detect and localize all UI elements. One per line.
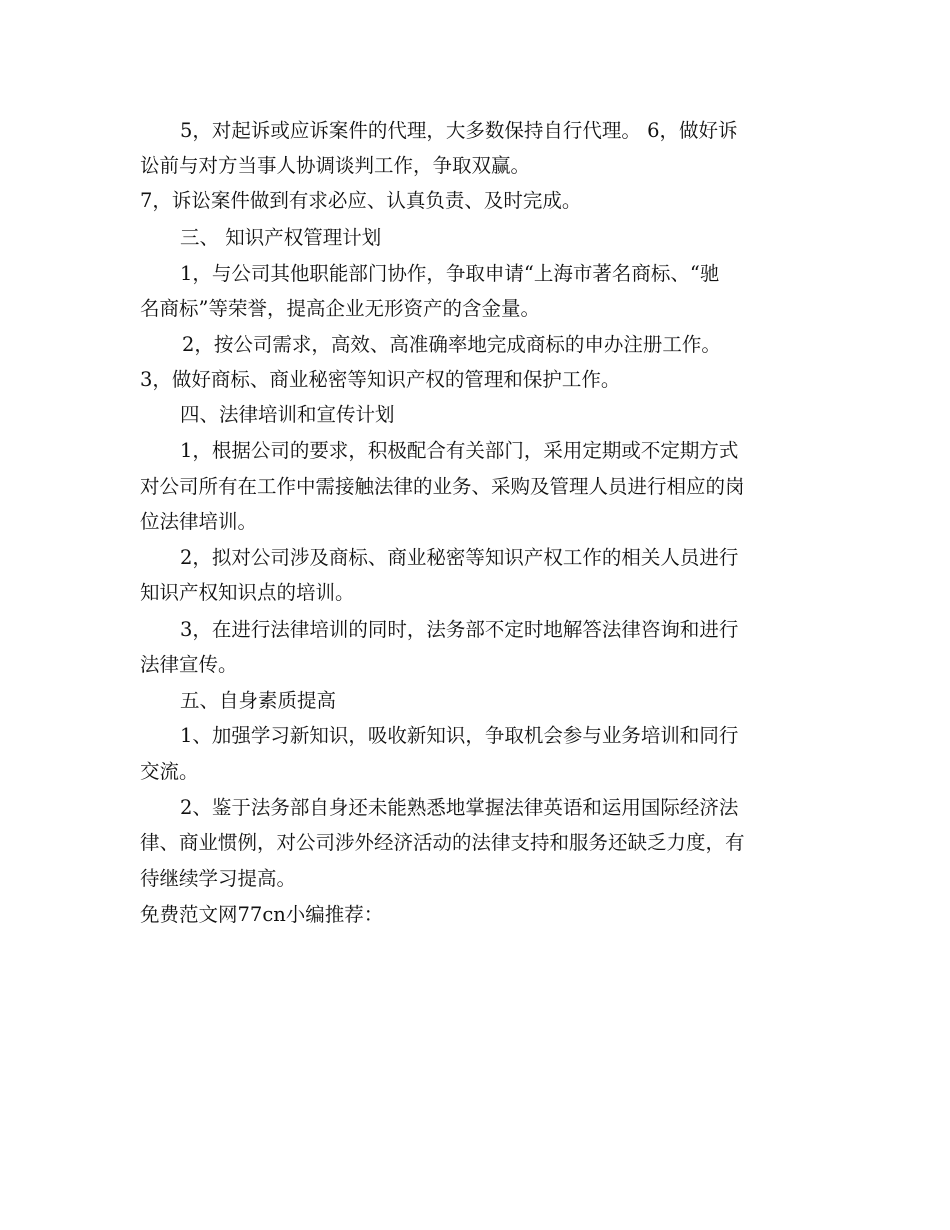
text-line: 1、加强学习新知识，吸收新知识，争取机会参与业务培训和同行 — [180, 724, 739, 747]
text-line: 2，按公司需求，高效、高准确率地完成商标的申办注册工作。 — [182, 333, 721, 356]
text-line: 2，拟对公司涉及商标、商业秘密等知识产权工作的相关人员进行 — [180, 546, 739, 569]
text-line: 7，诉讼案件做到有求必应、认真负责、及时完成。 — [140, 189, 582, 212]
footer-recommendation: 免费范文网77cn小编推荐： — [140, 903, 384, 926]
section-heading: 四、法律培训和宣传计划 — [180, 403, 395, 426]
text-line: 3，在进行法律培训的同时，法务部不定时地解答法律咨询和进行 — [180, 618, 739, 641]
text-line: 法律宣传。 — [140, 653, 238, 676]
text-line: 位法律培训。 — [140, 510, 258, 533]
text-line: 5，对起诉或应诉案件的代理，大多数保持自行代理。 6，做好诉 — [180, 119, 738, 142]
text-line: 3，做好商标、商业秘密等知识产权的管理和保护工作。 — [140, 368, 621, 391]
text-line: 2、鉴于法务部自身还未能熟悉地掌握法律英语和运用国际经济法 — [180, 796, 739, 819]
text-line: 交流。 — [140, 760, 199, 783]
text-line: 1，与公司其他职能部门协作，争取申请“上海市著名商标、“驰 — [180, 262, 720, 285]
section-heading: 五、自身素质提高 — [180, 689, 337, 712]
text-line: 待继续学习提高。 — [140, 867, 297, 890]
section-heading: 三、 知识产权管理计划 — [180, 226, 382, 249]
text-line: 对公司所有在工作中需接触法律的业务、采购及管理人员进行相应的岗 — [140, 475, 745, 498]
text-line: 1，根据公司的要求，积极配合有关部门，采用定期或不定期方式 — [180, 439, 739, 462]
text-line: 律、商业惯例，对公司涉外经济活动的法律支持和服务还缺乏力度，有 — [140, 831, 745, 854]
text-line: 讼前与对方当事人协调谈判工作，争取双赢。 — [140, 154, 531, 177]
text-line: 知识产权知识点的培训。 — [140, 581, 355, 604]
text-line: 名商标”等荣誉，提高企业无形资产的含金量。 — [140, 297, 540, 320]
